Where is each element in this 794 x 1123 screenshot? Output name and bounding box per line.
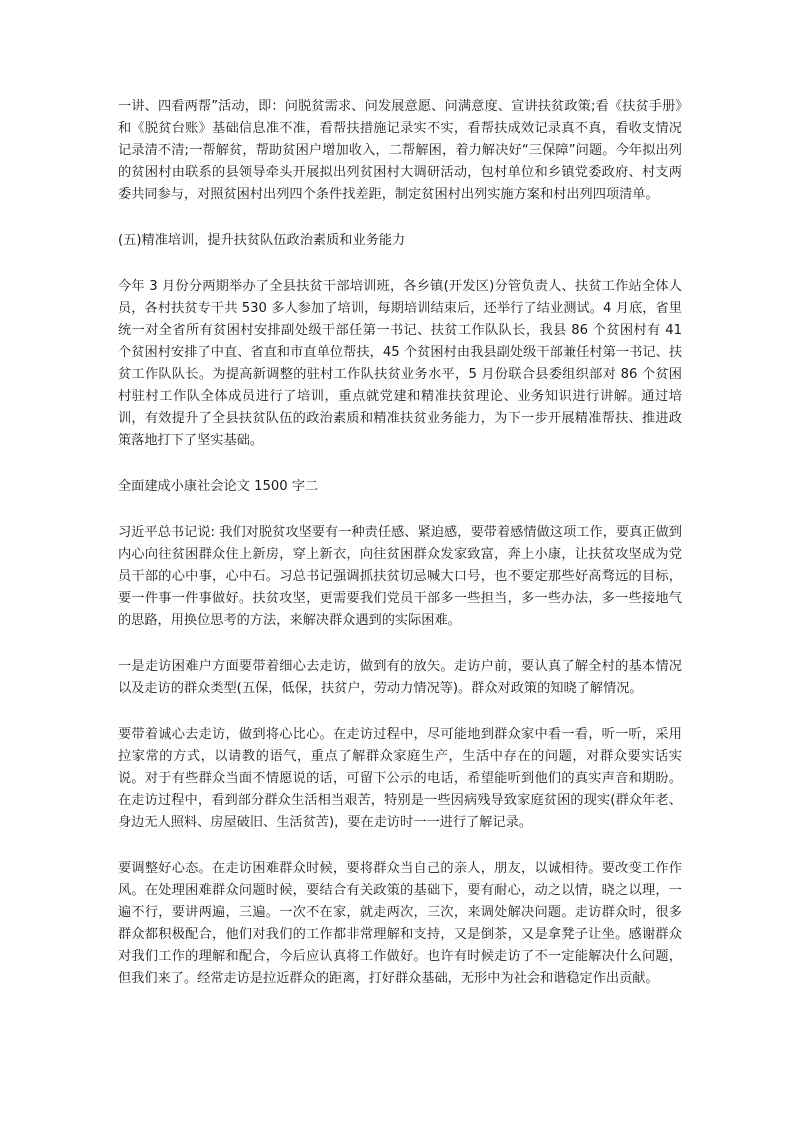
paragraph-visit-carefully: 一是走访困难户方面要带着细心去走访，做到有的放矢。走访户前，要认真了解全村的基本情况以及走访的群众类型(五保，低保，扶贫户，劳动力情况等)。群众对政策的知晓了解情况。 [118, 659, 682, 696]
paragraph-training: 今年 3 月份分两期举办了全县扶贫干部培训班，各乡镇(开发区)分管负责人、扶贫工作站全体人员，各村扶贫专干共 530 多人参加了培训，每期培训结束后，还举行了结业测试。4 月底，省里统一对全省所有贫困村安排副处级干部任第一书记、扶贫工作队队长，我县 86 个贫困村有 41 个贫困村安排了中直、省直和市直单位帮扶，45 个贫困村由我县副处级干部兼任村第一书记、扶贫工作队队长。为提高新调整的驻村工作队扶贫业务水平，5 月份联合县委组织部对 86 个贫困村驻村工作队全体成员进行了培训，重点就党建和精准扶贫理论、业务知识进行讲解。通过培训，有效提升了全县扶贫队伍的政治素质和精准扶贫业务能力，为下一步开展精准帮扶、推进政策落地打下了坚实基础。 [118, 279, 682, 448]
paragraph-visit-sincerely: 要带着诚心去走访，做到将心比心。在走访过程中，尽可能地到群众家中看一看，听一听，采用拉家常的方式，以请教的语气，重点了解群众家庭生产，生活中存在的问题，对群众要实话实说。对于有些群众当面不情愿说的话，可留下公示的电话，希望能听到他们的真实声音和期盼。在走访过程中，看到部分群众生活相当艰苦，特别是一些因病残导致家庭贫困的现实(群众年老、身边无人照料、房屋破旧、生活贫苦)，要在走访时一一进行了解记录。 [118, 727, 682, 830]
paragraph-xi-quote: 习近平总书记说: 我们对脱贫攻坚要有一种责任感、紧迫感，要带着感情做这项工作，要真正做到内心向往贫困群众住上新房，穿上新衣，向往贫困群众发家致富，奔上小康，让扶贫攻坚成为党员干部的心中事，心中石。习总书记强调抓扶贫切忌喊大口号，也不要定那些好高骛远的目标，要一件事一件事做好。扶贫攻坚，更需要我们党员干部多一些担当，多一些办法，多一些接地气的思路，用换位思考的方法，来解决群众遇到的实际困难。 [118, 525, 682, 628]
document-body [118, 96, 682, 1014]
section-heading-training: (五)精准培训，提升扶贫队伍政治素质和业务能力 [118, 233, 406, 248]
paragraph-adjust-mindset: 要调整好心态。在走访困难群众时候，要将群众当自己的亲人，朋友，以诚相待。要改变工作作风。在处理困难群众问题时候，要结合有关政策的基础下，要有耐心，动之以情，晓之以理，一遍不行，要讲两遍，三遍。一次不在家，就走两次，三次，来调处解决问题。走访群众时，很多群众都积极配合，他们对我们的工作都非常理解和支持，又是倒茶，又是拿凳子让坐。感谢群众对我们工作的理解和配合，今后应认真将工作做好。也许有时候走访了不一定能解决什么问题，但我们来了。经常走访是拉近群众的距离，打好群众基础，无形中为社会和谐稳定作出贡献。 [118, 861, 682, 986]
paragraph-help-activities: 一讲、四看两帮”活动，即：问脱贫需求、问发展意愿、问满意度、宣讲扶贫政策;看《扶贫手册》和《脱贫台账》基础信息准不准，看帮扶措施记录实不实，看帮扶成效记录真不真，看收支情况记录清不清;一帮解贫，帮助贫困户增加收入，二帮解困，着力解决好“三保障”问题。今年拟出列的贫困村由联系的县领导牵头开展拟出列贫困村大调研活动，包村单位和乡镇党委政府、村支两委共同参与，对照贫困村出列四个条件找差距，制定贫困村出列实施方案和村出列四项清单。 [118, 99, 682, 202]
essay-title-two: 全面建成小康社会论文 1500 字二 [118, 479, 319, 494]
